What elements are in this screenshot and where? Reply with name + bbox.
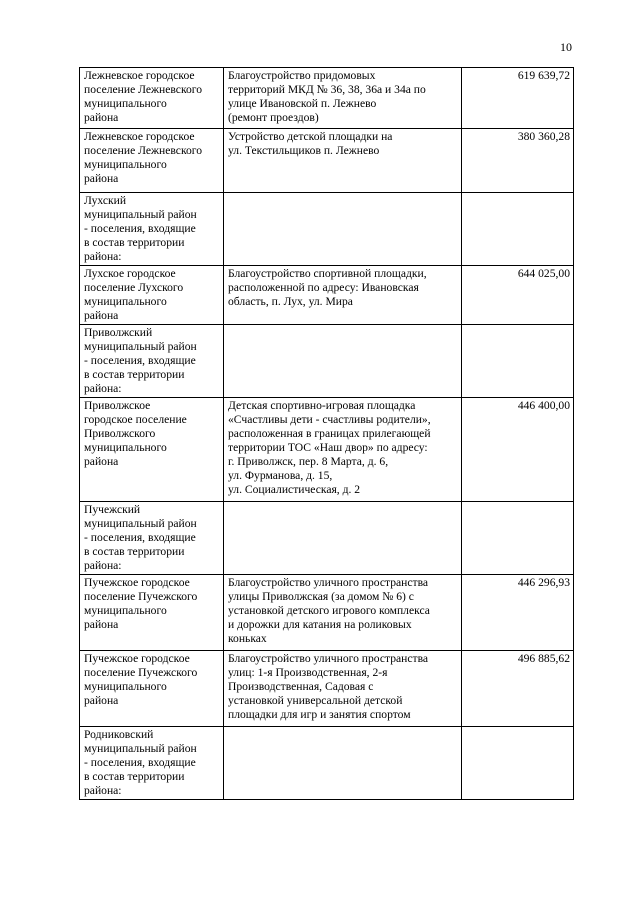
amount-cell <box>462 193 574 266</box>
settlement-cell <box>80 398 224 502</box>
settlement-cell-line: района <box>84 111 119 124</box>
amount-cell: 619 639,72 <box>462 68 574 129</box>
settlement-cell-line: Лежневское городское <box>84 130 195 143</box>
project-cell-line: Производственная, Садовая с <box>228 680 374 693</box>
settlement-cell-line: Приволжское <box>84 399 151 412</box>
table-row <box>80 129 574 193</box>
settlement-cell-line: городское поселение <box>84 413 187 426</box>
settlement-cell-line: района <box>84 309 119 322</box>
settlement-cell-line: муниципальный район <box>84 208 197 221</box>
project-cell-line: территории ТОС «Наш двор» по адресу: <box>228 441 428 454</box>
project-cell <box>224 651 462 727</box>
amount-cell: 644 025,00 <box>462 266 574 325</box>
amount-cell <box>462 502 574 575</box>
project-cell-line: расположенная в границах прилегающей <box>228 427 431 440</box>
project-cell <box>224 575 462 651</box>
table-row <box>80 266 574 325</box>
project-cell-line: Благоустройство уличного пространства <box>228 652 429 665</box>
project-cell-line: улице Ивановской п. Лежнево <box>228 97 377 110</box>
table-row <box>80 193 574 266</box>
amount-cell <box>462 727 574 800</box>
project-cell <box>224 727 462 800</box>
project-cell-line: область, п. Лух, ул. Мира <box>228 295 353 308</box>
settlement-cell-line: - поселения, входящие <box>84 222 196 235</box>
settlement-cell-line: района <box>84 455 119 468</box>
settlement-cell-line: района <box>84 172 119 185</box>
settlement-cell-line: муниципального <box>84 680 167 693</box>
project-cell-line: г. Приволжск, пер. 8 Марта, д. 6, <box>228 455 389 468</box>
project-cell <box>224 193 462 266</box>
settlement-cell-line: района <box>84 694 119 707</box>
settlement-cell-line: в состав территории <box>84 236 185 249</box>
settlement-cell-line: Пучежское городское <box>84 576 190 589</box>
settlement-cell-line: муниципального <box>84 441 167 454</box>
project-cell-line: ул. Фурманова, д. 15, <box>228 469 333 482</box>
settlement-cell-line: Пучежский <box>84 503 141 516</box>
project-cell-line: улиц: 1-я Производственная, 2-я <box>228 666 388 679</box>
settlement-cell-line: района: <box>84 784 122 797</box>
project-cell <box>224 325 462 398</box>
settlement-cell-line: муниципального <box>84 97 167 110</box>
project-cell-line: Благоустройство уличного пространства <box>228 576 429 589</box>
settlement-cell-line: поселение Лухского <box>84 281 184 294</box>
settlement-cell-line: Приволжский <box>84 326 153 339</box>
project-cell-line: и дорожки для катания на роликовых <box>228 618 412 631</box>
settlement-cell <box>80 325 224 398</box>
project-cell-line: установкой детского игрового комплекса <box>228 604 430 617</box>
settlement-cell <box>80 727 224 800</box>
settlement-cell-line: муниципальный район <box>84 517 197 530</box>
settlement-cell-line: в состав территории <box>84 770 185 783</box>
settlement-cell-line: района: <box>84 250 122 263</box>
project-cell <box>224 129 462 193</box>
project-cell-line: коньках <box>228 632 267 645</box>
project-cell-line: улицы Приволжская (за домом № 6) с <box>228 590 414 603</box>
project-cell <box>224 398 462 502</box>
table-row <box>80 502 574 575</box>
settlement-cell-line: поселение Пучежского <box>84 666 198 679</box>
table-body <box>80 68 574 800</box>
settlement-cell-line: поселение Лежневского <box>84 144 203 157</box>
settlement-cell-line: поселение Лежневского <box>84 83 203 96</box>
settlement-cell-line: муниципальный район <box>84 340 197 353</box>
project-cell <box>224 502 462 575</box>
settlement-cell-line: Лухское городское <box>84 267 176 280</box>
amount-cell: 380 360,28 <box>462 129 574 193</box>
settlement-cell-line: района <box>84 618 119 631</box>
subsidy-table <box>79 67 574 800</box>
settlement-cell-line: Лухский <box>84 194 127 207</box>
project-cell-line: Благоустройство придомовых <box>228 69 376 82</box>
settlement-cell-line: муниципального <box>84 604 167 617</box>
settlement-cell-line: района: <box>84 382 122 395</box>
project-cell-line: установкой универсальной детской <box>228 694 403 707</box>
settlement-cell-line: - поселения, входящие <box>84 756 196 769</box>
project-cell-line: территорий МКД № 36, 38, 36а и 34а по <box>228 83 426 96</box>
project-cell-line: (ремонт проездов) <box>228 111 319 124</box>
settlement-cell <box>80 502 224 575</box>
table-row <box>80 727 574 800</box>
settlement-cell-line: - поселения, входящие <box>84 531 196 544</box>
project-cell <box>224 266 462 325</box>
settlement-cell <box>80 68 224 129</box>
settlement-cell <box>80 651 224 727</box>
settlement-cell-line: Приволжского <box>84 427 156 440</box>
settlement-cell-line: района: <box>84 559 122 572</box>
amount-cell <box>462 325 574 398</box>
project-cell-line: Детская спортивно-игровая площадка <box>228 399 416 412</box>
settlement-cell-line: - поселения, входящие <box>84 354 196 367</box>
table-row <box>80 68 574 129</box>
settlement-cell-line: муниципального <box>84 158 167 171</box>
settlement-cell-line: поселение Пучежского <box>84 590 198 603</box>
project-cell <box>224 68 462 129</box>
settlement-cell-line: Лежневское городское <box>84 69 195 82</box>
settlement-cell-line: Родниковский <box>84 728 154 741</box>
settlement-cell <box>80 193 224 266</box>
project-cell-line: «Счастливы дети - счастливы родители», <box>228 413 431 426</box>
amount-cell: 496 885,62 <box>462 651 574 727</box>
project-cell-line: ул. Социалистическая, д. 2 <box>228 483 361 496</box>
project-cell-line: ул. Текстильщиков п. Лежнево <box>228 144 380 157</box>
table-row <box>80 325 574 398</box>
project-cell-line: расположенной по адресу: Ивановская <box>228 281 419 294</box>
project-cell-line: Благоустройство спортивной площадки, <box>228 267 427 280</box>
settlement-cell-line: муниципальный район <box>84 742 197 755</box>
amount-cell: 446 296,93 <box>462 575 574 651</box>
settlement-cell <box>80 266 224 325</box>
settlement-cell-line: муниципального <box>84 295 167 308</box>
table-row <box>80 398 574 502</box>
settlement-cell <box>80 575 224 651</box>
page-number: 10 <box>560 40 572 54</box>
settlement-cell-line: в состав территории <box>84 368 185 381</box>
project-cell-line: Устройство детской площадки на <box>228 130 393 143</box>
project-cell-line: площадки для игр и занятия спортом <box>228 708 411 721</box>
settlement-cell-line: в состав территории <box>84 545 185 558</box>
table-row <box>80 575 574 651</box>
settlement-cell-line: Пучежское городское <box>84 652 190 665</box>
settlement-cell <box>80 129 224 193</box>
table-row <box>80 651 574 727</box>
amount-cell: 446 400,00 <box>462 398 574 502</box>
